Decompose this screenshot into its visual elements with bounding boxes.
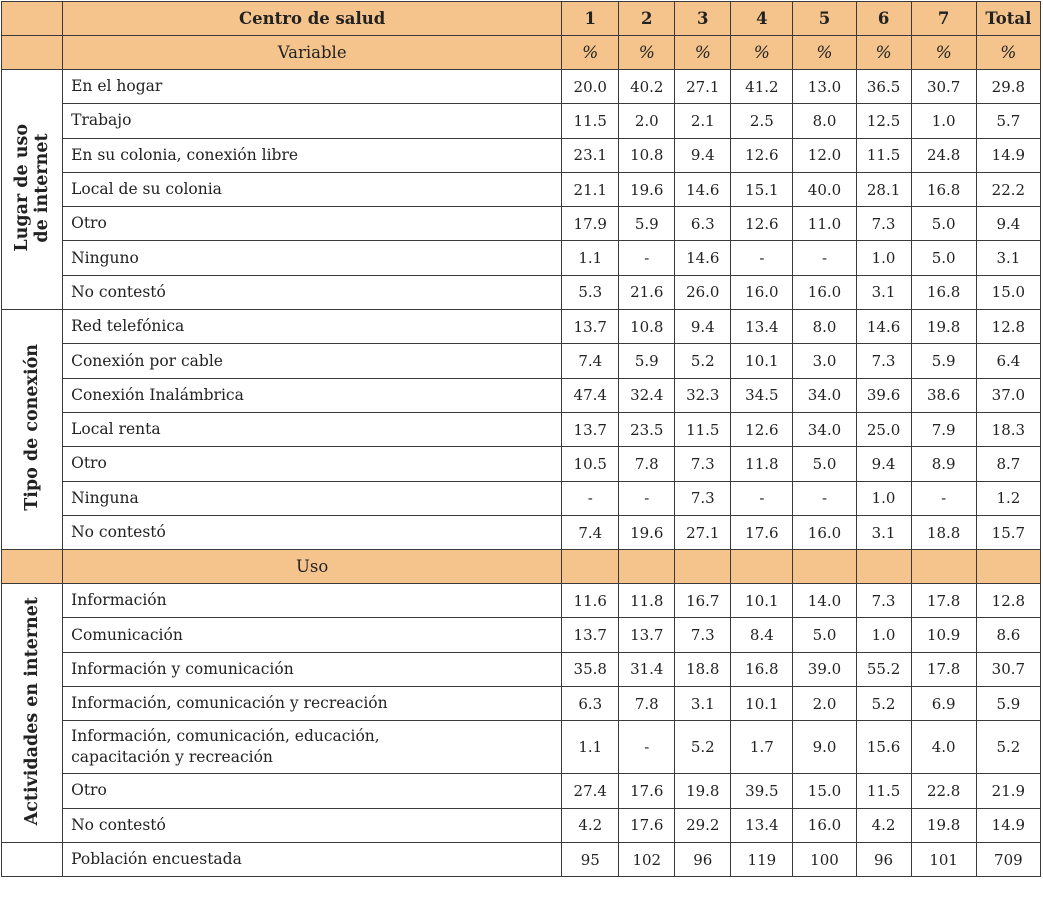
value-cell: 5.3 bbox=[562, 275, 619, 309]
value-cell: 19.8 bbox=[675, 774, 731, 808]
table-row bbox=[2, 344, 1041, 378]
value-cell: 12.0 bbox=[793, 138, 856, 172]
value-cell: 14.9 bbox=[976, 808, 1040, 842]
section-empty-cell bbox=[675, 550, 731, 584]
value-cell: 10.9 bbox=[911, 618, 976, 652]
col-header-total: Total bbox=[976, 2, 1040, 36]
value-cell: 5.2 bbox=[976, 721, 1040, 774]
value-cell: 3.1 bbox=[856, 515, 911, 549]
row-label: Local renta bbox=[63, 412, 562, 446]
table-row bbox=[2, 172, 1041, 206]
value-cell: 13.7 bbox=[562, 618, 619, 652]
value-cell: 9.0 bbox=[793, 721, 856, 774]
table-row bbox=[2, 618, 1041, 652]
table-row bbox=[2, 447, 1041, 481]
value-cell: 8.6 bbox=[976, 618, 1040, 652]
value-cell: 34.0 bbox=[793, 378, 856, 412]
value-cell: - bbox=[731, 481, 793, 515]
row-label: Información, comunicación, educación, capacitación y recreación bbox=[63, 721, 562, 774]
value-cell: 1.1 bbox=[562, 721, 619, 774]
row-label: Conexión Inalámbrica bbox=[63, 378, 562, 412]
value-cell: 5.2 bbox=[675, 721, 731, 774]
value-cell: 39.0 bbox=[793, 652, 856, 686]
section-empty-cell bbox=[562, 550, 619, 584]
value-cell: 7.3 bbox=[675, 481, 731, 515]
value-cell: 7.3 bbox=[675, 447, 731, 481]
row-label: No contestó bbox=[63, 808, 562, 842]
row-label: Otro bbox=[63, 207, 562, 241]
value-cell: 7.3 bbox=[856, 207, 911, 241]
value-cell: 12.6 bbox=[731, 207, 793, 241]
header-corner bbox=[2, 2, 63, 36]
row-label: Red telefónica bbox=[63, 310, 562, 344]
value-cell: 15.0 bbox=[793, 774, 856, 808]
value-cell: 9.4 bbox=[976, 207, 1040, 241]
value-cell: 5.9 bbox=[619, 207, 675, 241]
col-header: 3 bbox=[675, 2, 731, 36]
value-cell: 2.0 bbox=[619, 104, 675, 138]
value-cell: 27.1 bbox=[675, 515, 731, 549]
footer-corner bbox=[2, 842, 63, 876]
row-label: Información y comunicación bbox=[63, 652, 562, 686]
value-cell: 28.1 bbox=[856, 172, 911, 206]
value-cell: 8.9 bbox=[911, 447, 976, 481]
value-cell: 17.8 bbox=[911, 584, 976, 618]
section-corner bbox=[2, 550, 63, 584]
value-cell: 32.3 bbox=[675, 378, 731, 412]
value-cell: 34.5 bbox=[731, 378, 793, 412]
value-cell: 19.8 bbox=[911, 808, 976, 842]
value-cell: 19.6 bbox=[619, 172, 675, 206]
value-cell: 21.1 bbox=[562, 172, 619, 206]
row-label: Información bbox=[63, 584, 562, 618]
value-cell: 27.4 bbox=[562, 774, 619, 808]
row-label: Otro bbox=[63, 447, 562, 481]
value-cell: 55.2 bbox=[856, 652, 911, 686]
value-cell: 6.3 bbox=[675, 207, 731, 241]
footer-value: 96 bbox=[856, 842, 911, 876]
row-label: Otro bbox=[63, 774, 562, 808]
value-cell: 11.5 bbox=[562, 104, 619, 138]
section-empty-cell bbox=[856, 550, 911, 584]
value-cell: 12.8 bbox=[976, 584, 1040, 618]
value-cell: 5.0 bbox=[911, 241, 976, 275]
value-cell: 16.7 bbox=[675, 584, 731, 618]
value-cell: 47.4 bbox=[562, 378, 619, 412]
value-cell: 11.8 bbox=[731, 447, 793, 481]
table-row bbox=[2, 310, 1041, 344]
value-cell: 30.7 bbox=[911, 70, 976, 104]
footer-value: 96 bbox=[675, 842, 731, 876]
unit-label: % bbox=[976, 36, 1040, 70]
section-empty-cell bbox=[911, 550, 976, 584]
value-cell: 16.8 bbox=[911, 275, 976, 309]
group-tipo-de-conexion-label: Tipo de conexión bbox=[22, 344, 43, 512]
unit-label: % bbox=[856, 36, 911, 70]
value-cell: 15.6 bbox=[856, 721, 911, 774]
value-cell: 5.2 bbox=[675, 344, 731, 378]
group-lugar-de-uso bbox=[2, 70, 63, 310]
value-cell: 38.6 bbox=[911, 378, 976, 412]
value-cell: 27.1 bbox=[675, 70, 731, 104]
value-cell: 4.2 bbox=[856, 808, 911, 842]
value-cell: 20.0 bbox=[562, 70, 619, 104]
value-cell: 11.5 bbox=[856, 138, 911, 172]
value-cell: 10.1 bbox=[731, 584, 793, 618]
value-cell: 36.5 bbox=[856, 70, 911, 104]
unit-label: % bbox=[793, 36, 856, 70]
row-label: Local de su colonia bbox=[63, 172, 562, 206]
value-cell: 9.4 bbox=[856, 447, 911, 481]
value-cell: 7.3 bbox=[856, 344, 911, 378]
value-cell: 16.0 bbox=[793, 275, 856, 309]
value-cell: 5.9 bbox=[911, 344, 976, 378]
value-cell: 3.0 bbox=[793, 344, 856, 378]
value-cell: 23.5 bbox=[619, 412, 675, 446]
value-cell: 14.6 bbox=[856, 310, 911, 344]
table-row bbox=[2, 104, 1041, 138]
value-cell: 18.8 bbox=[675, 652, 731, 686]
row-label: No contestó bbox=[63, 275, 562, 309]
value-cell: 18.3 bbox=[976, 412, 1040, 446]
value-cell: 40.0 bbox=[793, 172, 856, 206]
row-label: Ninguna bbox=[63, 481, 562, 515]
value-cell: 10.8 bbox=[619, 310, 675, 344]
value-cell: 21.9 bbox=[976, 774, 1040, 808]
col-header: 5 bbox=[793, 2, 856, 36]
table-row bbox=[2, 138, 1041, 172]
row-label: Conexión por cable bbox=[63, 344, 562, 378]
value-cell: 5.0 bbox=[793, 618, 856, 652]
header-row bbox=[2, 2, 1041, 36]
value-cell: - bbox=[619, 241, 675, 275]
value-cell: 7.9 bbox=[911, 412, 976, 446]
value-cell: 24.8 bbox=[911, 138, 976, 172]
value-cell: 5.7 bbox=[976, 104, 1040, 138]
table-row bbox=[2, 378, 1041, 412]
table-row bbox=[2, 481, 1041, 515]
value-cell: 8.7 bbox=[976, 447, 1040, 481]
table-row bbox=[2, 687, 1041, 721]
unit-label: % bbox=[619, 36, 675, 70]
value-cell: 1.1 bbox=[562, 241, 619, 275]
value-cell: 1.0 bbox=[856, 618, 911, 652]
value-cell: 17.8 bbox=[911, 652, 976, 686]
value-cell: 14.9 bbox=[976, 138, 1040, 172]
table-row bbox=[2, 275, 1041, 309]
value-cell: 5.2 bbox=[856, 687, 911, 721]
value-cell: 32.4 bbox=[619, 378, 675, 412]
value-cell: 1.7 bbox=[731, 721, 793, 774]
unit-label: % bbox=[562, 36, 619, 70]
header-title: Centro de salud bbox=[63, 2, 562, 36]
value-cell: 16.0 bbox=[731, 275, 793, 309]
value-cell: 17.9 bbox=[562, 207, 619, 241]
value-cell: 3.1 bbox=[675, 687, 731, 721]
value-cell: 22.2 bbox=[976, 172, 1040, 206]
value-cell: 7.3 bbox=[856, 584, 911, 618]
value-cell: 3.1 bbox=[856, 275, 911, 309]
survey-table bbox=[1, 1, 1041, 877]
value-cell: 16.8 bbox=[911, 172, 976, 206]
subheader-row bbox=[2, 36, 1041, 70]
value-cell: 7.8 bbox=[619, 447, 675, 481]
value-cell: 5.0 bbox=[911, 207, 976, 241]
footer-row bbox=[2, 842, 1041, 876]
value-cell: 34.0 bbox=[793, 412, 856, 446]
value-cell: 41.2 bbox=[731, 70, 793, 104]
value-cell: 10.5 bbox=[562, 447, 619, 481]
value-cell: 1.0 bbox=[856, 241, 911, 275]
value-cell: 17.6 bbox=[619, 808, 675, 842]
value-cell: - bbox=[793, 241, 856, 275]
value-cell: 37.0 bbox=[976, 378, 1040, 412]
col-header: 2 bbox=[619, 2, 675, 36]
value-cell: 30.7 bbox=[976, 652, 1040, 686]
value-cell: 12.6 bbox=[731, 138, 793, 172]
table-row bbox=[2, 241, 1041, 275]
table-row bbox=[2, 721, 1041, 774]
value-cell: 12.5 bbox=[856, 104, 911, 138]
footer-value: 95 bbox=[562, 842, 619, 876]
row-label: Comunicación bbox=[63, 618, 562, 652]
table-row bbox=[2, 515, 1041, 549]
value-cell: 10.1 bbox=[731, 344, 793, 378]
value-cell: 2.0 bbox=[793, 687, 856, 721]
value-cell: 4.2 bbox=[562, 808, 619, 842]
table-row bbox=[2, 207, 1041, 241]
value-cell: 6.4 bbox=[976, 344, 1040, 378]
value-cell: 16.0 bbox=[793, 515, 856, 549]
value-cell: 13.7 bbox=[619, 618, 675, 652]
footer-value: 101 bbox=[911, 842, 976, 876]
value-cell: 35.8 bbox=[562, 652, 619, 686]
value-cell: - bbox=[731, 241, 793, 275]
row-label: No contestó bbox=[63, 515, 562, 549]
unit-label: % bbox=[675, 36, 731, 70]
value-cell: 2.5 bbox=[731, 104, 793, 138]
value-cell: 7.8 bbox=[619, 687, 675, 721]
value-cell: 31.4 bbox=[619, 652, 675, 686]
value-cell: 13.4 bbox=[731, 310, 793, 344]
value-cell: 7.4 bbox=[562, 344, 619, 378]
section-title: Uso bbox=[63, 550, 562, 584]
value-cell: 5.9 bbox=[976, 687, 1040, 721]
table-row bbox=[2, 652, 1041, 686]
value-cell: 1.0 bbox=[856, 481, 911, 515]
footer-value: 100 bbox=[793, 842, 856, 876]
value-cell: 1.0 bbox=[911, 104, 976, 138]
group-lugar-de-uso-label: Lugar de uso de internet bbox=[12, 123, 53, 252]
table-row bbox=[2, 412, 1041, 446]
footer-value: 119 bbox=[731, 842, 793, 876]
value-cell: 14.6 bbox=[675, 172, 731, 206]
footer-value: 709 bbox=[976, 842, 1040, 876]
table-row bbox=[2, 808, 1041, 842]
footer-label: Población encuestada bbox=[63, 842, 562, 876]
group-tipo-de-conexion bbox=[2, 310, 63, 550]
value-cell: 16.8 bbox=[731, 652, 793, 686]
value-cell: 21.6 bbox=[619, 275, 675, 309]
value-cell: 13.0 bbox=[793, 70, 856, 104]
value-cell: 25.0 bbox=[856, 412, 911, 446]
section-empty-cell bbox=[731, 550, 793, 584]
value-cell: 29.2 bbox=[675, 808, 731, 842]
col-header: 1 bbox=[562, 2, 619, 36]
value-cell: 39.6 bbox=[856, 378, 911, 412]
unit-label: % bbox=[731, 36, 793, 70]
value-cell: 10.1 bbox=[731, 687, 793, 721]
value-cell: 15.1 bbox=[731, 172, 793, 206]
value-cell: 40.2 bbox=[619, 70, 675, 104]
value-cell: 5.0 bbox=[793, 447, 856, 481]
value-cell: - bbox=[619, 721, 675, 774]
value-cell: 11.5 bbox=[675, 412, 731, 446]
value-cell: 39.5 bbox=[731, 774, 793, 808]
value-cell: 17.6 bbox=[731, 515, 793, 549]
value-cell: 1.2 bbox=[976, 481, 1040, 515]
value-cell: 6.9 bbox=[911, 687, 976, 721]
value-cell: 14.0 bbox=[793, 584, 856, 618]
value-cell: 13.7 bbox=[562, 310, 619, 344]
value-cell: 6.3 bbox=[562, 687, 619, 721]
group-actividades-label: Actividades en internet bbox=[22, 596, 43, 826]
table-row bbox=[2, 70, 1041, 104]
col-header: 7 bbox=[911, 2, 976, 36]
section-empty-cell bbox=[619, 550, 675, 584]
value-cell: 5.9 bbox=[619, 344, 675, 378]
value-cell: 13.7 bbox=[562, 412, 619, 446]
value-cell: 11.6 bbox=[562, 584, 619, 618]
value-cell: 12.6 bbox=[731, 412, 793, 446]
value-cell: 8.4 bbox=[731, 618, 793, 652]
row-label: Información, comunicación y recreación bbox=[63, 687, 562, 721]
subheader-title: Variable bbox=[63, 36, 562, 70]
value-cell: 26.0 bbox=[675, 275, 731, 309]
value-cell: 15.7 bbox=[976, 515, 1040, 549]
col-header: 6 bbox=[856, 2, 911, 36]
section-empty-cell bbox=[793, 550, 856, 584]
table-row bbox=[2, 584, 1041, 618]
value-cell: 8.0 bbox=[793, 310, 856, 344]
table-row bbox=[2, 774, 1041, 808]
subheader-corner bbox=[2, 36, 63, 70]
value-cell: 18.8 bbox=[911, 515, 976, 549]
value-cell: 14.6 bbox=[675, 241, 731, 275]
row-label: En el hogar bbox=[63, 70, 562, 104]
value-cell: 17.6 bbox=[619, 774, 675, 808]
section-header-uso bbox=[2, 550, 1041, 584]
value-cell: 12.8 bbox=[976, 310, 1040, 344]
value-cell: - bbox=[911, 481, 976, 515]
value-cell: 11.0 bbox=[793, 207, 856, 241]
value-cell: 16.0 bbox=[793, 808, 856, 842]
value-cell: 19.8 bbox=[911, 310, 976, 344]
value-cell: 11.5 bbox=[856, 774, 911, 808]
value-cell: 2.1 bbox=[675, 104, 731, 138]
section-empty-cell bbox=[976, 550, 1040, 584]
value-cell: 29.8 bbox=[976, 70, 1040, 104]
value-cell: 10.8 bbox=[619, 138, 675, 172]
value-cell: 9.4 bbox=[675, 138, 731, 172]
value-cell: - bbox=[793, 481, 856, 515]
footer-value: 102 bbox=[619, 842, 675, 876]
value-cell: 4.0 bbox=[911, 721, 976, 774]
row-label: Ninguno bbox=[63, 241, 562, 275]
value-cell: 15.0 bbox=[976, 275, 1040, 309]
value-cell: - bbox=[619, 481, 675, 515]
value-cell: 19.6 bbox=[619, 515, 675, 549]
unit-label: % bbox=[911, 36, 976, 70]
value-cell: 22.8 bbox=[911, 774, 976, 808]
value-cell: 11.8 bbox=[619, 584, 675, 618]
col-header: 4 bbox=[731, 2, 793, 36]
value-cell: 8.0 bbox=[793, 104, 856, 138]
row-label: Trabajo bbox=[63, 104, 562, 138]
value-cell: 7.4 bbox=[562, 515, 619, 549]
value-cell: - bbox=[562, 481, 619, 515]
row-label: En su colonia, conexión libre bbox=[63, 138, 562, 172]
value-cell: 23.1 bbox=[562, 138, 619, 172]
value-cell: 13.4 bbox=[731, 808, 793, 842]
value-cell: 3.1 bbox=[976, 241, 1040, 275]
group-actividades bbox=[2, 584, 63, 843]
value-cell: 7.3 bbox=[675, 618, 731, 652]
value-cell: 9.4 bbox=[675, 310, 731, 344]
